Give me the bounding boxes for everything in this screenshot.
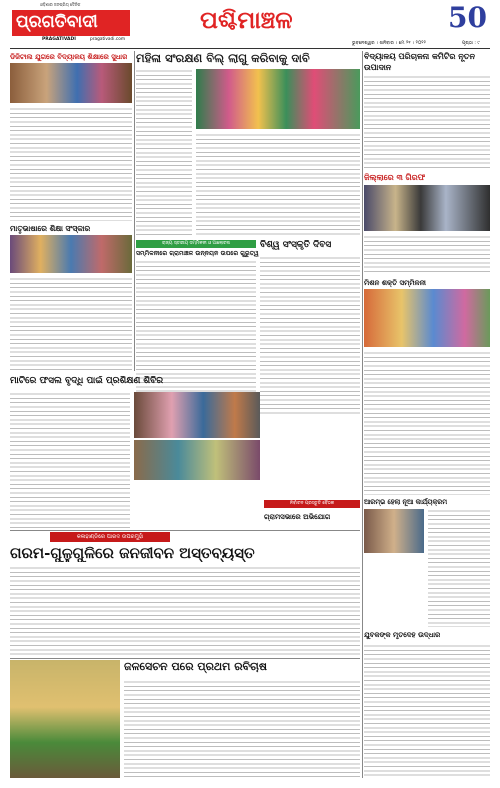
row-divider	[10, 658, 360, 659]
row-divider	[10, 530, 360, 531]
masthead-tagline: ଓଡ଼ିଶାର ଜନପ୍ରିୟ ଦୈନିକ	[40, 2, 81, 7]
body-text	[10, 107, 132, 221]
page-title: ପଶ୍ଚିମାଞ୍ଚଳ	[200, 5, 293, 34]
story-s13	[364, 498, 490, 628]
story-s12	[10, 660, 360, 778]
masthead-rule	[10, 48, 490, 49]
headline: ଡିଜିଟାଲ ଯୁଗରେ ବିଦ୍ୟାଳୟ ଶିକ୍ଷାରେ ସୁଧାର	[10, 52, 128, 61]
body-text-right	[196, 133, 360, 235]
body-text	[364, 235, 490, 275]
anniversary-badge	[446, 3, 486, 35]
story-s2	[136, 51, 360, 237]
headline: ସମ୍ମିଳନୀରେ ଗ୍ରାମାଞ୍ଚଳ ଉନ୍ନୟନ ଉପରେ ଗୁରୁତ୍ୱ	[136, 250, 259, 257]
headline: ମାଟିରେ ଫସଲ ବୃଦ୍ଧି ପାଇଁ ପ୍ରଶିକ୍ଷଣ ଶିବିର	[10, 376, 164, 386]
story-s6	[260, 240, 360, 416]
body-text	[124, 680, 360, 778]
kicker-band: କଳାହାଣ୍ଡିରେ ପାରଦ ଉପରମୁହାଁ	[50, 532, 170, 542]
story-s9	[10, 376, 260, 528]
body-text	[260, 256, 360, 416]
photo-training	[134, 392, 260, 438]
headline: ମିଶନ ଶକ୍ତି ସମ୍ମିଳନୀ	[364, 278, 426, 287]
photo-protest	[196, 69, 360, 129]
body-text	[10, 392, 130, 528]
story-s4	[10, 224, 132, 372]
body-text-left	[136, 69, 192, 235]
photo-launch	[364, 509, 424, 553]
masthead	[0, 0, 500, 52]
page-number: ପୃଷ୍ଠା : ୯	[462, 41, 480, 46]
body-text	[428, 509, 490, 627]
story-s11	[10, 532, 360, 658]
headline: ବିଦ୍ୟାଳୟ ପରିଚାଳନା କମିଟିର ନୂତନ ଉପାଦାନ	[364, 51, 475, 72]
story-s3	[364, 51, 490, 171]
body-text	[364, 75, 490, 171]
headline: ଜଳସେଚନ ପରେ ପ୍ରଥମ ରବିଚାଷ	[124, 660, 267, 673]
anniversary-number: 50	[448, 1, 487, 34]
story-s8	[364, 278, 490, 496]
story-s1	[10, 51, 132, 223]
headline: ଯୁବକଙ୍କ ମୃତଦେହ ଉଦ୍ଧାର	[364, 630, 441, 639]
headline: ମାତୃଭାଷାରେ ଶିକ୍ଷା ସଂସ୍କାର	[10, 224, 91, 233]
photo-meeting	[10, 235, 132, 273]
headline: ଗରମ-ଗୁଳୁଗୁଳିରେ ଜନଜୀବନ ଅସ୍ତବ୍ୟସ୍ତ	[10, 544, 255, 562]
headline: ଜିଲ୍ଲାରେ ୩ ଗିରଫ	[364, 172, 426, 182]
column-divider	[134, 51, 135, 371]
headline: ଆରମ୍ଭ ହେଲା ନୂଆ କାର୍ଯ୍ୟକ୍ରମ	[364, 498, 448, 506]
story-s14	[364, 630, 490, 778]
body-text	[364, 351, 490, 495]
body-text	[364, 644, 490, 778]
story-s7	[364, 172, 490, 276]
photo-classroom	[10, 63, 132, 103]
photo-training-2	[134, 440, 260, 480]
photo-arrest	[364, 185, 490, 231]
website: pragativadi.com	[90, 37, 126, 42]
brand-logo[interactable]	[12, 10, 130, 36]
photo-paddy	[10, 660, 120, 778]
kicker-band: ନିର୍ବାଚନ ପ୍ରସ୍ତୁତି ବୈଠକ	[264, 500, 360, 508]
headline: ମହିଳା ସଂରକ୍ଷଣ ବିଲ୍ ଲାଗୁ କରିବାକୁ ଦାବି	[136, 51, 310, 65]
body-text	[10, 566, 360, 658]
headline: ବିଶ୍ୱ ସଂସ୍କୃତି ଦିବସ	[260, 240, 332, 250]
column-divider	[362, 51, 363, 778]
kicker-band: ରାଜ୍ୟ ସ୍ତରୀୟ ସମ୍ମିଳନୀ ଓ ଆଲୋଚନା	[136, 240, 256, 248]
body-text	[10, 277, 132, 371]
headline: ଗ୍ରାମସଭାରେ ଅଭିଯୋଗ	[264, 512, 331, 521]
photo-event	[364, 289, 490, 347]
brand-name: ପ୍ରଗତିବାଦୀ	[16, 12, 98, 32]
brand-latin: PRAGATIVADI	[42, 37, 76, 42]
date-line: ଭୁବନେଶ୍ୱର । ଶନିବାର । ମେ ୨୧ । ୨୦୨୨	[352, 41, 426, 46]
story-s10	[264, 500, 360, 530]
